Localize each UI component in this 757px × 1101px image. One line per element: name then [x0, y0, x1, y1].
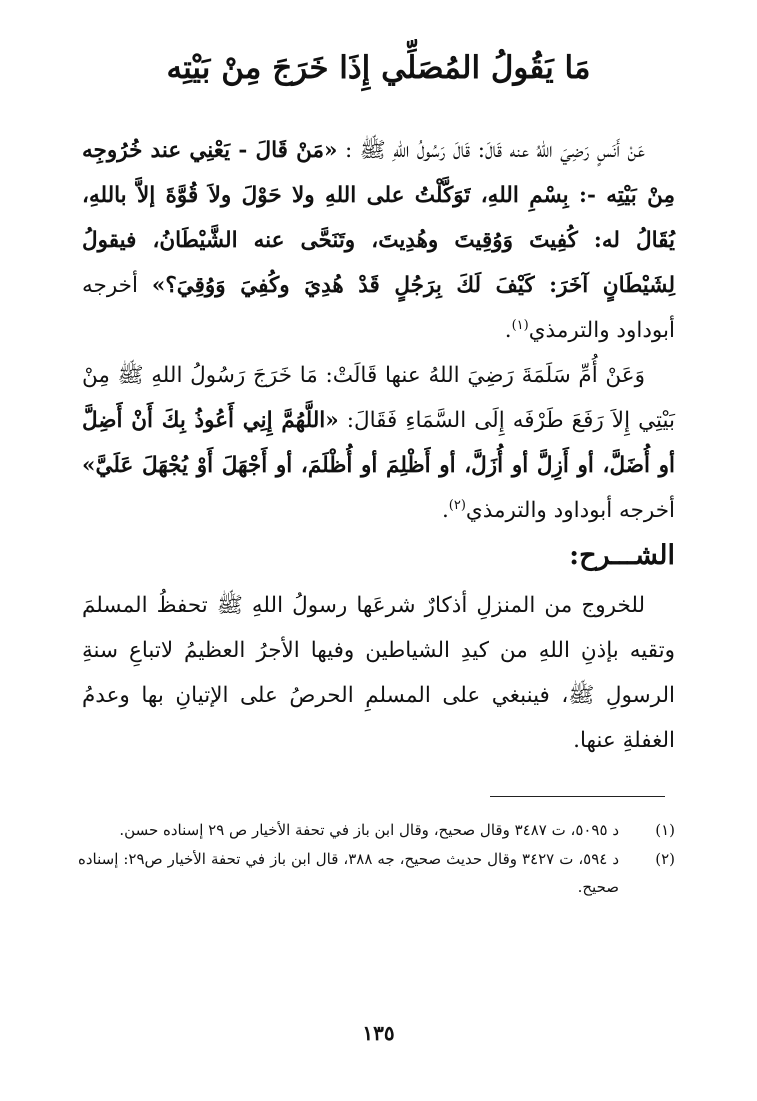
dua-quote: «اللَّهُمَّ إِنِي أَعُوذُ بِكَ أَنْ أَضِلَّ أو أُضَلَّ، أو أَزِلَّ أو أُزَلَّ، أو أَظْلِمَ أو أُظْلَمَ، أو أَجْهَلَ أَوْ يُجْهَلَ عَلَيَّ» — [82, 408, 675, 478]
hadith-paragraph-1 — [82, 128, 675, 353]
paragraph-end: . — [441, 498, 449, 523]
explanation-paragraph: للخروج من المنزلِ أذكارٌ شرعَها رسولُ اللهِ ﷺ تحفظُ المسلمَ وتقيه بإذنِ اللهِ من كيدِ الشياطين وفيها الأجرُ العظيمُ لاتباعِ سنةِ الرسولِ ﷺ، فينبغي على المسلمِ الحرصُ على الإتيانِ بها وعدمُ الغفلةِ عنها. — [82, 593, 675, 753]
source-attribution: أخرجه أبوداود والترمذي — [82, 273, 675, 343]
footnote-text: د ٥٠٩٥، ت ٣٤٨٧ وقال صحيح، وقال ابن باز في تحفة الأخيار ص ٢٩ إسناده حسن. — [119, 821, 619, 839]
source-attribution: أخرجه أبوداود والترمذي — [465, 498, 675, 523]
page-title: مَا يَقُولُ المُصَلِّي إِذَا خَرَجَ مِنْ بَيْتِه — [166, 50, 591, 86]
hadith-paragraph-2 — [82, 353, 675, 533]
footnote-number: (٢) — [655, 850, 675, 868]
page-number: ١٣٥ — [362, 1021, 395, 1045]
footnotes — [78, 816, 675, 902]
footnote-divider — [490, 796, 665, 797]
footnote-2 — [78, 845, 675, 901]
narration-intro: وَعَنْ أُمِّ سَلَمَةَ رَضِيَ اللهُ عنها قَالَتْ: مَا خَرَجَ رَسُولُ اللهِ ﷺ مِنْ بَيْتِي إِلاَ رَفَعَ طَرْفَه إِلَى السَّمَاءِ فَقَالَ: — [82, 363, 675, 433]
paragraph-end: . — [504, 318, 512, 343]
footnote-ref-1: (١) — [511, 317, 529, 333]
sharh-heading: الشـــرح: — [569, 540, 675, 571]
hadith-quote: «مَنْ قَالَ - يَعْنِي عند خُرُوجِه مِنْ بَيْتِه -: بِسْمِ اللهِ، تَوَكَّلْتُ على اللهِ ولا حَوْلَ ولاَ قُوَّةَ إلاَّ باللهِ، يُقَالُ له: كُفِيتَ وَوُقِيتَ وهُدِيتَ، وتَنَحَّى عنه الشَّيْطَانُ، فيقولُ لِشَيْطَانٍ آخَرَ: كَيْفَ لَكَ بِرَجُلٍ قَدْ هُدِيَ وكُفِيَ وَوُقِيَ؟» — [82, 138, 676, 298]
narration-intro: عَنْ أَنَسٍ رَضِيَ اللهُ عنه قَالَ: قَالَ رَسُولُ اللهِ ﷺ : — [337, 138, 645, 163]
footnote-1 — [78, 816, 675, 844]
footnote-number: (١) — [655, 821, 675, 839]
footnote-ref-2: (٢) — [448, 497, 466, 513]
footnote-text: د ٥٩٤، ت ٣٤٢٧ وقال حديث صحيح، جه ٣٨٨، قال ابن باز في تحفة الأخيار ص٢٩: إسناده صحيح. — [78, 850, 619, 896]
